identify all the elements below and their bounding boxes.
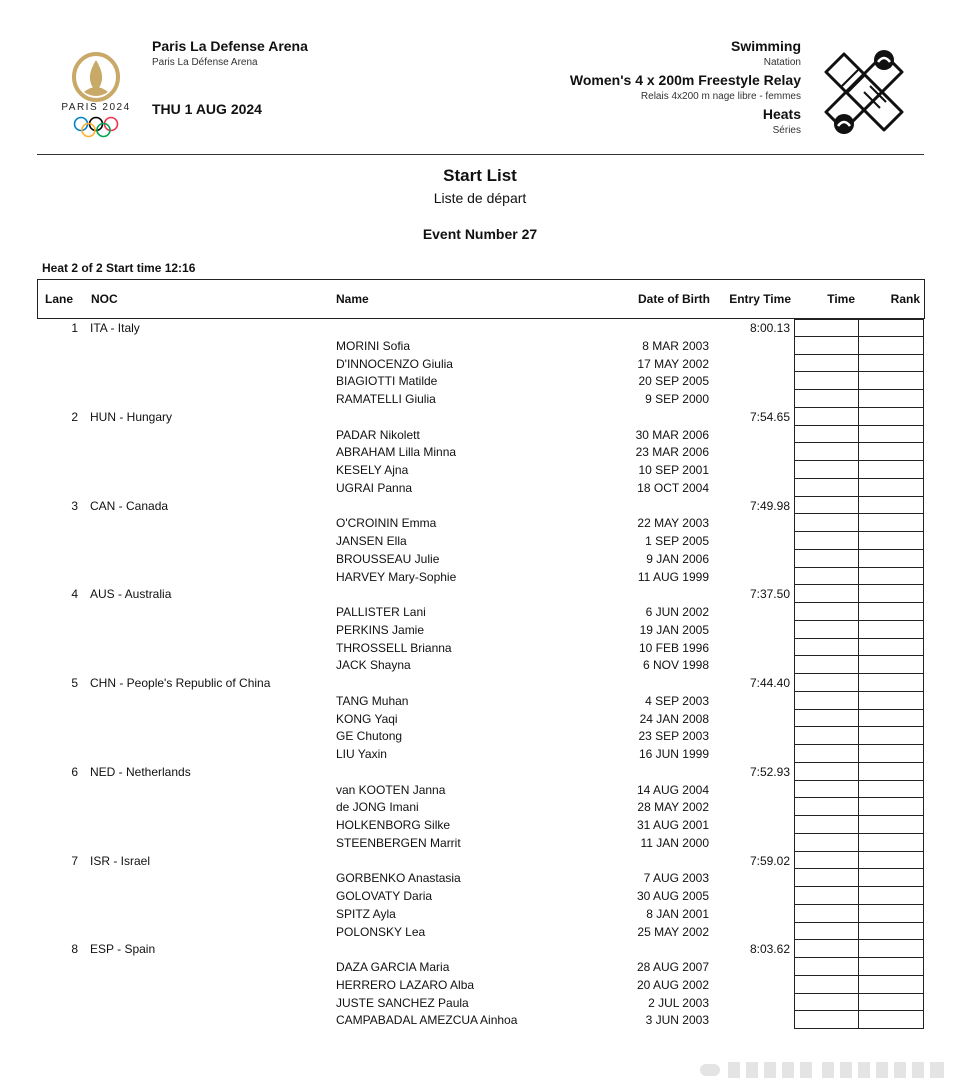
swimmer-date-of-birth: 10 FEB 1996 — [638, 640, 709, 655]
swimmer-date-of-birth: 20 SEP 2005 — [638, 374, 709, 389]
header-entry-time: Entry Time — [729, 292, 791, 306]
heat-info: Heat 2 of 2 Start time 12:16 — [42, 261, 196, 275]
time-box — [794, 621, 859, 639]
swimmer-row — [0, 390, 960, 408]
rank-box — [858, 639, 924, 657]
phase-name-fr: Séries — [772, 125, 801, 136]
swimmer-name: GOLOVATY Daria — [336, 889, 433, 903]
lane-number: 3 — [71, 498, 78, 513]
swimmer-row — [0, 550, 960, 568]
sport-name: Swimming — [730, 38, 801, 54]
swimmer-row — [0, 1011, 960, 1029]
swimmer-date-of-birth: 19 JAN 2005 — [639, 622, 709, 637]
time-box — [794, 798, 859, 816]
swimmer-name: O'CROININ Emma — [336, 516, 437, 531]
swimmer-name: RAMATELLI Giulia — [336, 392, 436, 406]
logo-text: PARIS 2024 — [61, 102, 131, 113]
entry-time: 7:37.50 — [749, 587, 790, 602]
lane-number: 1 — [71, 321, 78, 335]
team-row — [0, 852, 960, 870]
rank-box — [858, 621, 924, 639]
time-box — [794, 763, 859, 781]
swimmer-row — [0, 834, 960, 852]
document-title-fr: Liste de départ — [433, 190, 527, 206]
team-noc: NED - Netherlands — [90, 764, 191, 779]
rank-box — [858, 834, 924, 852]
time-box — [794, 869, 859, 887]
header-name: Name — [336, 292, 369, 306]
time-box — [794, 905, 859, 923]
swimmer-date-of-birth: 18 OCT 2004 — [637, 480, 709, 495]
rank-box — [858, 461, 924, 479]
team-row — [0, 319, 960, 337]
swimmer-row — [0, 958, 960, 976]
entry-time: 7:59.02 — [749, 853, 790, 868]
swimmer-row — [0, 621, 960, 639]
rank-box — [858, 390, 924, 408]
swimmer-row — [0, 869, 960, 887]
swimmer-name: PERKINS Jamie — [336, 622, 425, 637]
swimmer-name: STEENBERGEN Marrit — [336, 835, 461, 850]
swimming-pictogram-icon — [814, 42, 914, 142]
time-box — [794, 976, 859, 994]
team-row — [0, 940, 960, 958]
swimmer-row — [0, 692, 960, 710]
swimmer-name: JACK Shayna — [336, 658, 411, 673]
swimmer-date-of-birth: 17 MAY 2002 — [637, 356, 709, 371]
sport-name-fr: Natation — [763, 57, 801, 68]
swimmer-date-of-birth: 20 AUG 2002 — [636, 977, 709, 992]
swimmer-row — [0, 656, 960, 674]
swimmer-name: van KOOTEN Janna — [336, 782, 446, 797]
swimmer-name: DAZA GARCIA Maria — [336, 960, 450, 974]
swimmer-row — [0, 710, 960, 728]
rank-box — [858, 355, 924, 373]
swimmer-date-of-birth: 6 NOV 1998 — [642, 658, 709, 673]
swimmer-date-of-birth: 30 MAR 2006 — [635, 427, 709, 442]
time-box — [794, 923, 859, 941]
swimmer-row — [0, 603, 960, 621]
swimmer-date-of-birth: 9 SEP 2000 — [645, 392, 709, 406]
entry-time: 8:03.62 — [749, 942, 790, 957]
time-box — [794, 532, 859, 550]
entry-time: 8:00.13 — [749, 321, 790, 335]
rank-box — [858, 798, 924, 816]
time-box — [794, 816, 859, 834]
time-box — [794, 940, 859, 958]
swimmer-date-of-birth: 31 AUG 2001 — [636, 818, 709, 832]
swimmer-date-of-birth: 11 JAN 2000 — [640, 835, 709, 850]
rank-box — [858, 745, 924, 763]
time-box — [794, 1011, 859, 1029]
lane-number: 2 — [71, 409, 78, 424]
swimmer-name: CAMPABADAL AMEZCUA Ainhoa — [336, 1013, 518, 1028]
rank-box — [858, 603, 924, 621]
rank-box — [858, 550, 924, 568]
rank-box — [858, 852, 924, 870]
time-box — [794, 550, 859, 568]
swimmer-date-of-birth: 25 MAY 2002 — [637, 924, 709, 939]
swimmer-date-of-birth: 2 JUL 2003 — [648, 995, 709, 1010]
time-box — [794, 834, 859, 852]
entry-time: 7:49.98 — [749, 498, 790, 513]
event-header — [570, 38, 801, 136]
venue-name-fr: Paris La Défense Arena — [152, 57, 258, 68]
swimmer-row — [0, 568, 960, 586]
time-box — [794, 674, 859, 692]
swimmer-date-of-birth: 9 JAN 2006 — [646, 551, 709, 566]
rank-box — [858, 940, 924, 958]
document-title: Start List — [443, 166, 517, 185]
time-box — [794, 745, 859, 763]
time-box — [794, 337, 859, 355]
rank-box — [858, 1011, 924, 1029]
watermark — [700, 1058, 950, 1080]
team-noc: HUN - Hungary — [90, 409, 173, 424]
team-noc: ESP - Spain — [90, 942, 156, 957]
time-box — [794, 994, 859, 1012]
rank-box — [858, 479, 924, 497]
swimmer-row — [0, 337, 960, 355]
team-noc: AUS - Australia — [90, 587, 172, 602]
swimmer-date-of-birth: 22 MAY 2003 — [637, 516, 709, 531]
time-box — [794, 887, 859, 905]
rank-box — [858, 905, 924, 923]
flame-emblem-icon — [68, 52, 124, 102]
lane-number: 5 — [71, 676, 78, 690]
swimmer-date-of-birth: 8 JAN 2001 — [646, 906, 709, 921]
team-row — [0, 763, 960, 781]
time-box — [794, 710, 859, 728]
header-noc: NOC — [91, 292, 118, 306]
swimmer-row — [0, 781, 960, 799]
swimmer-row — [0, 727, 960, 745]
swimmer-date-of-birth: 16 JUN 1999 — [638, 747, 709, 761]
swimmer-name: GORBENKO Anastasia — [336, 871, 461, 886]
time-box — [794, 479, 859, 497]
time-box — [794, 727, 859, 745]
swimmer-row — [0, 639, 960, 657]
team-row — [0, 497, 960, 515]
rank-box — [858, 816, 924, 834]
swimmer-name: KONG Yaqi — [336, 711, 398, 726]
paris-2024-logo — [48, 42, 144, 138]
swimmer-row — [0, 887, 960, 905]
time-box — [794, 372, 859, 390]
rank-box — [858, 727, 924, 745]
time-box — [794, 781, 859, 799]
header-lane: Lane — [45, 292, 74, 306]
rank-box — [858, 976, 924, 994]
rank-box — [858, 958, 924, 976]
swimmer-row — [0, 514, 960, 532]
swimmer-name: ABRAHAM Lilla Minna — [336, 445, 457, 460]
time-box — [794, 603, 859, 621]
entry-time: 7:44.40 — [749, 676, 790, 690]
rank-box — [858, 372, 924, 390]
rank-box — [858, 994, 924, 1012]
swimmer-name: HARVEY Mary-Sophie — [336, 569, 457, 584]
swimmer-row — [0, 355, 960, 373]
lane-number: 4 — [71, 587, 78, 602]
swimmer-name: UGRAI Panna — [336, 480, 413, 495]
swimmer-name: THROSSELL Brianna — [336, 640, 452, 655]
swimmer-row — [0, 443, 960, 461]
team-row — [0, 585, 960, 603]
entry-time: 7:54.65 — [749, 409, 790, 424]
rank-box — [858, 426, 924, 444]
swimmer-name: TANG Muhan — [336, 693, 409, 708]
swimmer-date-of-birth: 24 JAN 2008 — [639, 711, 709, 726]
swimmer-row — [0, 426, 960, 444]
swimmer-row — [0, 532, 960, 550]
swimmer-date-of-birth: 14 AUG 2004 — [636, 782, 709, 797]
swimmer-name: BIAGIOTTI Matilde — [336, 374, 438, 389]
swimmer-name: HERRERO LAZARO Alba — [336, 977, 475, 992]
swimmer-date-of-birth: 10 SEP 2001 — [638, 463, 709, 477]
swimmer-name: HOLKENBORG Silke — [336, 818, 451, 832]
event-name-fr: Relais 4x200 m nage libre - femmes — [640, 91, 801, 102]
team-noc: ISR - Israel — [90, 853, 151, 868]
team-noc: CHN - People's Republic of China — [90, 676, 271, 690]
time-box — [794, 656, 859, 674]
swimmer-date-of-birth: 23 MAR 2006 — [635, 445, 709, 460]
rank-box — [858, 763, 924, 781]
swimmer-name: de JONG Imani — [336, 800, 419, 815]
event-number: Event Number 27 — [422, 226, 538, 242]
swimmer-date-of-birth: 28 MAY 2002 — [637, 800, 709, 815]
rank-box — [858, 674, 924, 692]
swimmer-name: JUSTE SANCHEZ Paula — [336, 995, 469, 1010]
swimmer-date-of-birth: 1 SEP 2005 — [645, 534, 709, 548]
swimmer-row — [0, 923, 960, 941]
venue-name: Paris La Defense Arena — [152, 38, 308, 54]
time-box — [794, 585, 859, 603]
rank-box — [858, 781, 924, 799]
rank-box — [858, 869, 924, 887]
rank-box — [858, 337, 924, 355]
swimmer-date-of-birth: 4 SEP 2003 — [645, 693, 709, 708]
rank-box — [858, 585, 924, 603]
time-box — [794, 319, 859, 337]
swimmer-date-of-birth: 23 SEP 2003 — [638, 729, 709, 744]
swimmer-name: LIU Yaxin — [336, 747, 387, 761]
swimmer-date-of-birth: 11 AUG 1999 — [637, 569, 709, 584]
olympic-rings-icon — [72, 116, 120, 138]
swimmer-row — [0, 976, 960, 994]
swimmer-name: GE Chutong — [336, 729, 403, 744]
header-time: Time — [827, 292, 855, 306]
team-row — [0, 408, 960, 426]
start-list-table — [0, 319, 960, 1029]
swimmer-name: BROUSSEAU Julie — [336, 551, 440, 566]
lane-number: 6 — [71, 764, 78, 779]
swimmer-date-of-birth: 8 MAR 2003 — [642, 338, 709, 353]
time-box — [794, 692, 859, 710]
swimmer-row — [0, 798, 960, 816]
swimmer-date-of-birth: 30 AUG 2005 — [636, 889, 709, 903]
time-box — [794, 461, 859, 479]
team-row — [0, 674, 960, 692]
rank-box — [858, 514, 924, 532]
time-box — [794, 568, 859, 586]
table-header — [37, 279, 925, 319]
time-box — [794, 958, 859, 976]
phase-name: Heats — [762, 106, 801, 122]
rank-box — [858, 532, 924, 550]
time-box — [794, 639, 859, 657]
swimmer-name: KESELY Ajna — [336, 463, 409, 477]
event-date: THU 1 AUG 2024 — [152, 101, 262, 117]
swimmer-date-of-birth: 3 JUN 2003 — [645, 1013, 709, 1028]
rank-box — [858, 319, 924, 337]
swimmer-name: PALLISTER Lani — [336, 605, 426, 619]
time-box — [794, 355, 859, 373]
swimmer-name: PADAR Nikolett — [336, 427, 420, 442]
swimmer-row — [0, 816, 960, 834]
entry-time: 7:52.93 — [749, 764, 790, 779]
swimmer-name: MORINI Sofia — [336, 338, 411, 353]
time-box — [794, 443, 859, 461]
header-rank: Rank — [890, 292, 920, 306]
header-date-of-birth: Date of Birth — [638, 292, 710, 306]
swimmer-date-of-birth: 6 JUN 2002 — [645, 605, 709, 619]
rank-box — [858, 710, 924, 728]
time-box — [794, 390, 859, 408]
rank-box — [858, 692, 924, 710]
swimmer-date-of-birth: 7 AUG 2003 — [643, 871, 709, 886]
swimmer-date-of-birth: 28 AUG 2007 — [636, 960, 709, 974]
swimmer-name: D'INNOCENZO Giulia — [336, 356, 453, 371]
header-divider — [37, 154, 924, 155]
rank-box — [858, 887, 924, 905]
rank-box — [858, 443, 924, 461]
team-noc: CAN - Canada — [90, 498, 169, 513]
rank-box — [858, 497, 924, 515]
rank-box — [858, 568, 924, 586]
time-box — [794, 852, 859, 870]
time-box — [794, 426, 859, 444]
rank-box — [858, 923, 924, 941]
swimmer-row — [0, 372, 960, 390]
event-name: Women's 4 x 200m Freestyle Relay — [569, 72, 801, 88]
swimmer-row — [0, 994, 960, 1012]
rank-box — [858, 408, 924, 426]
time-box — [794, 408, 859, 426]
swimmer-name: POLONSKY Lea — [336, 924, 426, 939]
swimmer-row — [0, 461, 960, 479]
swimmer-row — [0, 905, 960, 923]
rank-box — [858, 656, 924, 674]
swimmer-row — [0, 745, 960, 763]
time-box — [794, 497, 859, 515]
team-noc: ITA - Italy — [90, 321, 140, 335]
swimmer-row — [0, 479, 960, 497]
swimmer-name: JANSEN Ella — [336, 534, 407, 548]
time-box — [794, 514, 859, 532]
swimmer-name: SPITZ Ayla — [336, 906, 396, 921]
lane-number: 8 — [71, 942, 78, 957]
lane-number: 7 — [71, 853, 78, 868]
